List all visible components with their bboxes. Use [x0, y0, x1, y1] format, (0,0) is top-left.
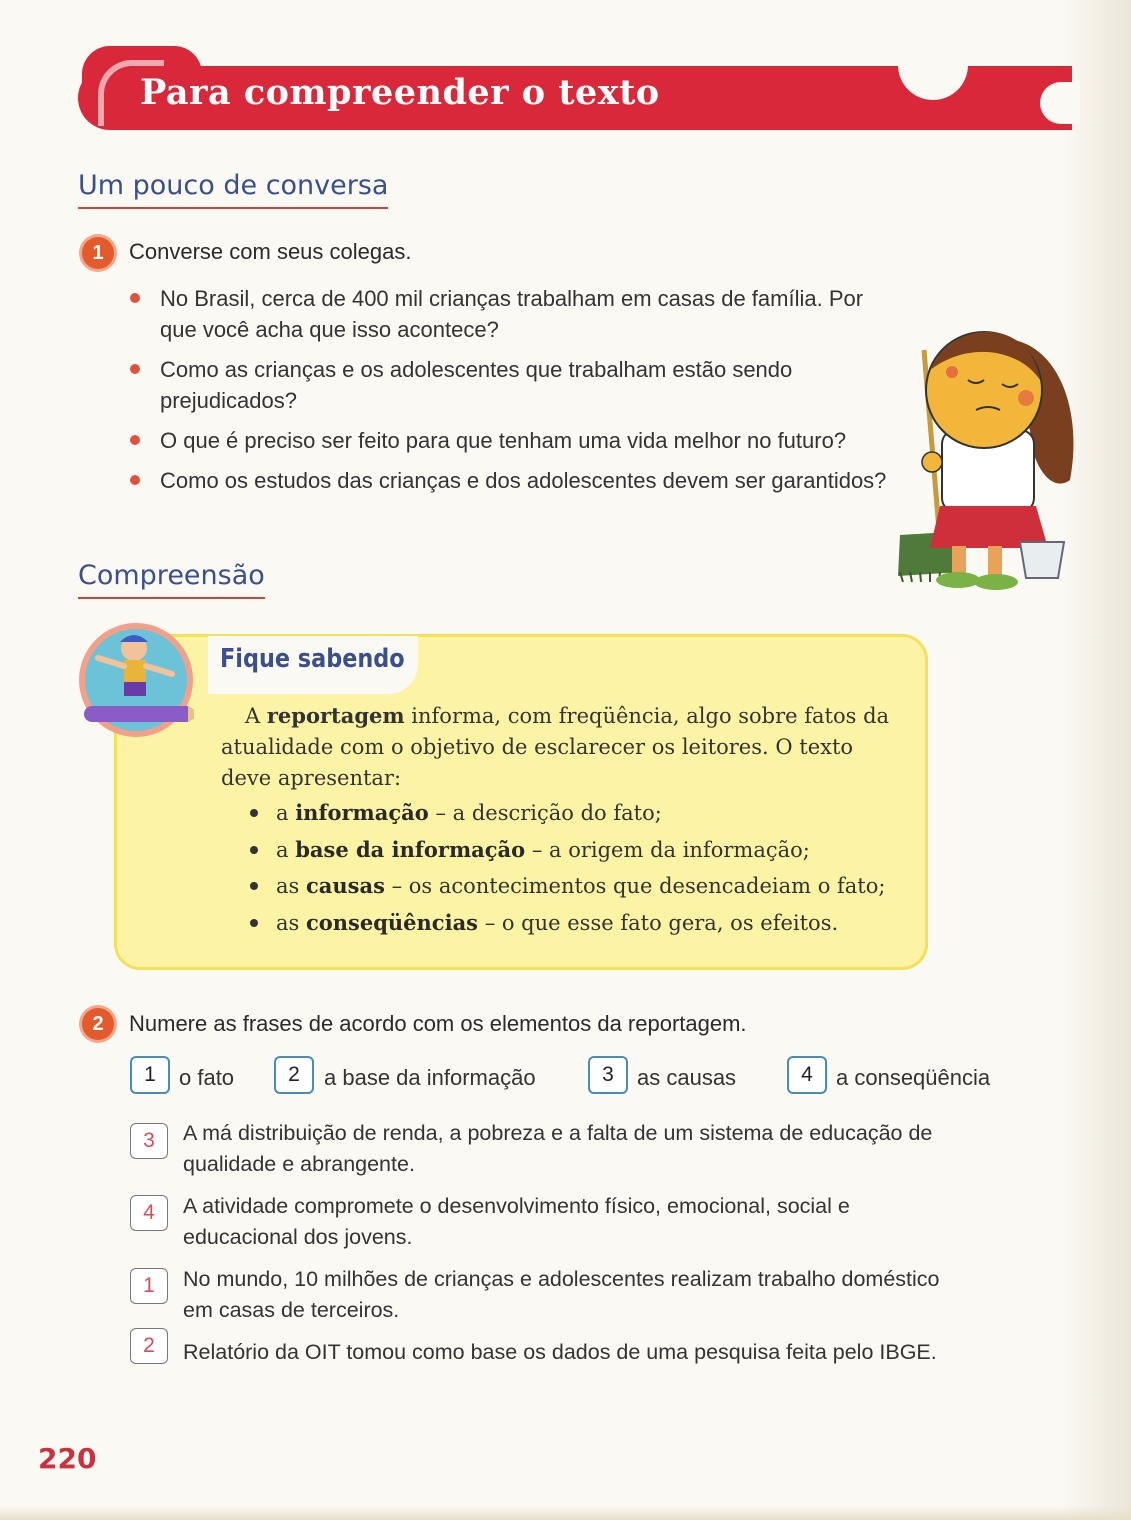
answer-sentence-4: Relatório da OIT tomou como base os dados de uma pesquisa feita pelo IBGE. — [183, 1340, 937, 1364]
answer-box-3[interactable]: 1 — [130, 1268, 168, 1304]
title-banner — [78, 46, 1072, 130]
question-2-badge: 2 — [82, 1008, 114, 1040]
bullet-icon — [250, 919, 258, 927]
question-2-text: Numere as frases de acordo com os elementos da reportagem. — [129, 1011, 747, 1036]
list-item: Como as crianças e os adolescentes que trabalham estão sendo prejudicados? — [128, 354, 888, 416]
conversa-bullet-list — [128, 283, 888, 505]
section-heading-compreensao: Compreensão — [78, 560, 265, 599]
bullet-icon — [130, 435, 140, 445]
list-item: Como os estudos das crianças e dos adolescentes devem ser garantidos? — [128, 465, 888, 496]
fique-sabendo-title: Fique sabendo — [220, 644, 405, 674]
fique-intro-paragraph: A reportagem informa, com freqüência, algo sobre fatos da atualidade com o objetivo de esclarecer os leitores. O texto deve apresentar: — [221, 703, 890, 790]
legend-label-1: o fato — [179, 1065, 235, 1090]
bullet-icon — [250, 882, 258, 890]
banner-end-notch — [1040, 82, 1080, 124]
fique-elements-list — [250, 795, 910, 941]
bullet-icon — [250, 846, 258, 854]
list-item: No Brasil, cerca de 400 mil crianças trabalham em casas de família. Por que você acha que isso acontece? — [128, 283, 888, 345]
legend-label-2: a base da informação — [324, 1065, 536, 1090]
bullet-icon — [250, 809, 258, 817]
page-bottom-shadow — [0, 1506, 1131, 1520]
answer-box-4[interactable]: 2 — [130, 1328, 168, 1364]
question-1-text: Converse com seus colegas. — [129, 239, 412, 264]
page-edge-shadow — [1061, 0, 1131, 1520]
girl-with-broom-illustration — [880, 310, 1080, 610]
list-item: a base da informação – a origem da informação; — [250, 832, 910, 869]
section-heading-conversa: Um pouco de conversa — [78, 170, 388, 209]
bullet-icon — [130, 475, 140, 485]
list-item: as causas – os acontecimentos que desencadeiam o fato; — [250, 868, 910, 905]
answer-sentence-2: A atividade compromete o desenvolvimento físico, emocional, social e educacional dos jovens. — [183, 1194, 850, 1249]
page-number: 220 — [38, 1442, 97, 1475]
page-title: Para compreender o texto — [140, 72, 660, 113]
bullet-icon — [130, 293, 140, 303]
answer-box-1[interactable]: 3 — [130, 1123, 168, 1159]
legend-box-3: 3 — [588, 1056, 628, 1094]
legend-box-2: 2 — [274, 1056, 314, 1094]
answer-sentence-1: A má distribuição de renda, a pobreza e a falta de um sistema de educação de qualidade e abrangente. — [183, 1121, 933, 1176]
question-1-badge: 1 — [82, 237, 114, 269]
legend-box-4: 4 — [787, 1056, 827, 1094]
bullet-icon — [130, 364, 140, 374]
list-item: O que é preciso ser feito para que tenham uma vida melhor no futuro? — [128, 425, 888, 456]
legend-label-3: as causas — [637, 1065, 737, 1090]
answer-box-2[interactable]: 4 — [130, 1195, 168, 1231]
boy-on-pencil-icon — [78, 618, 194, 742]
answer-sentence-3: No mundo, 10 milhões de crianças e adolescentes realizam trabalho doméstico em casas de terceiros. — [183, 1267, 940, 1322]
legend-label-4: a conseqüência — [836, 1065, 991, 1090]
list-item: as conseqüências – o que esse fato gera, os efeitos. — [250, 905, 910, 942]
legend-box-1: 1 — [130, 1056, 170, 1094]
list-item: a informação – a descrição do fato; — [250, 795, 910, 832]
